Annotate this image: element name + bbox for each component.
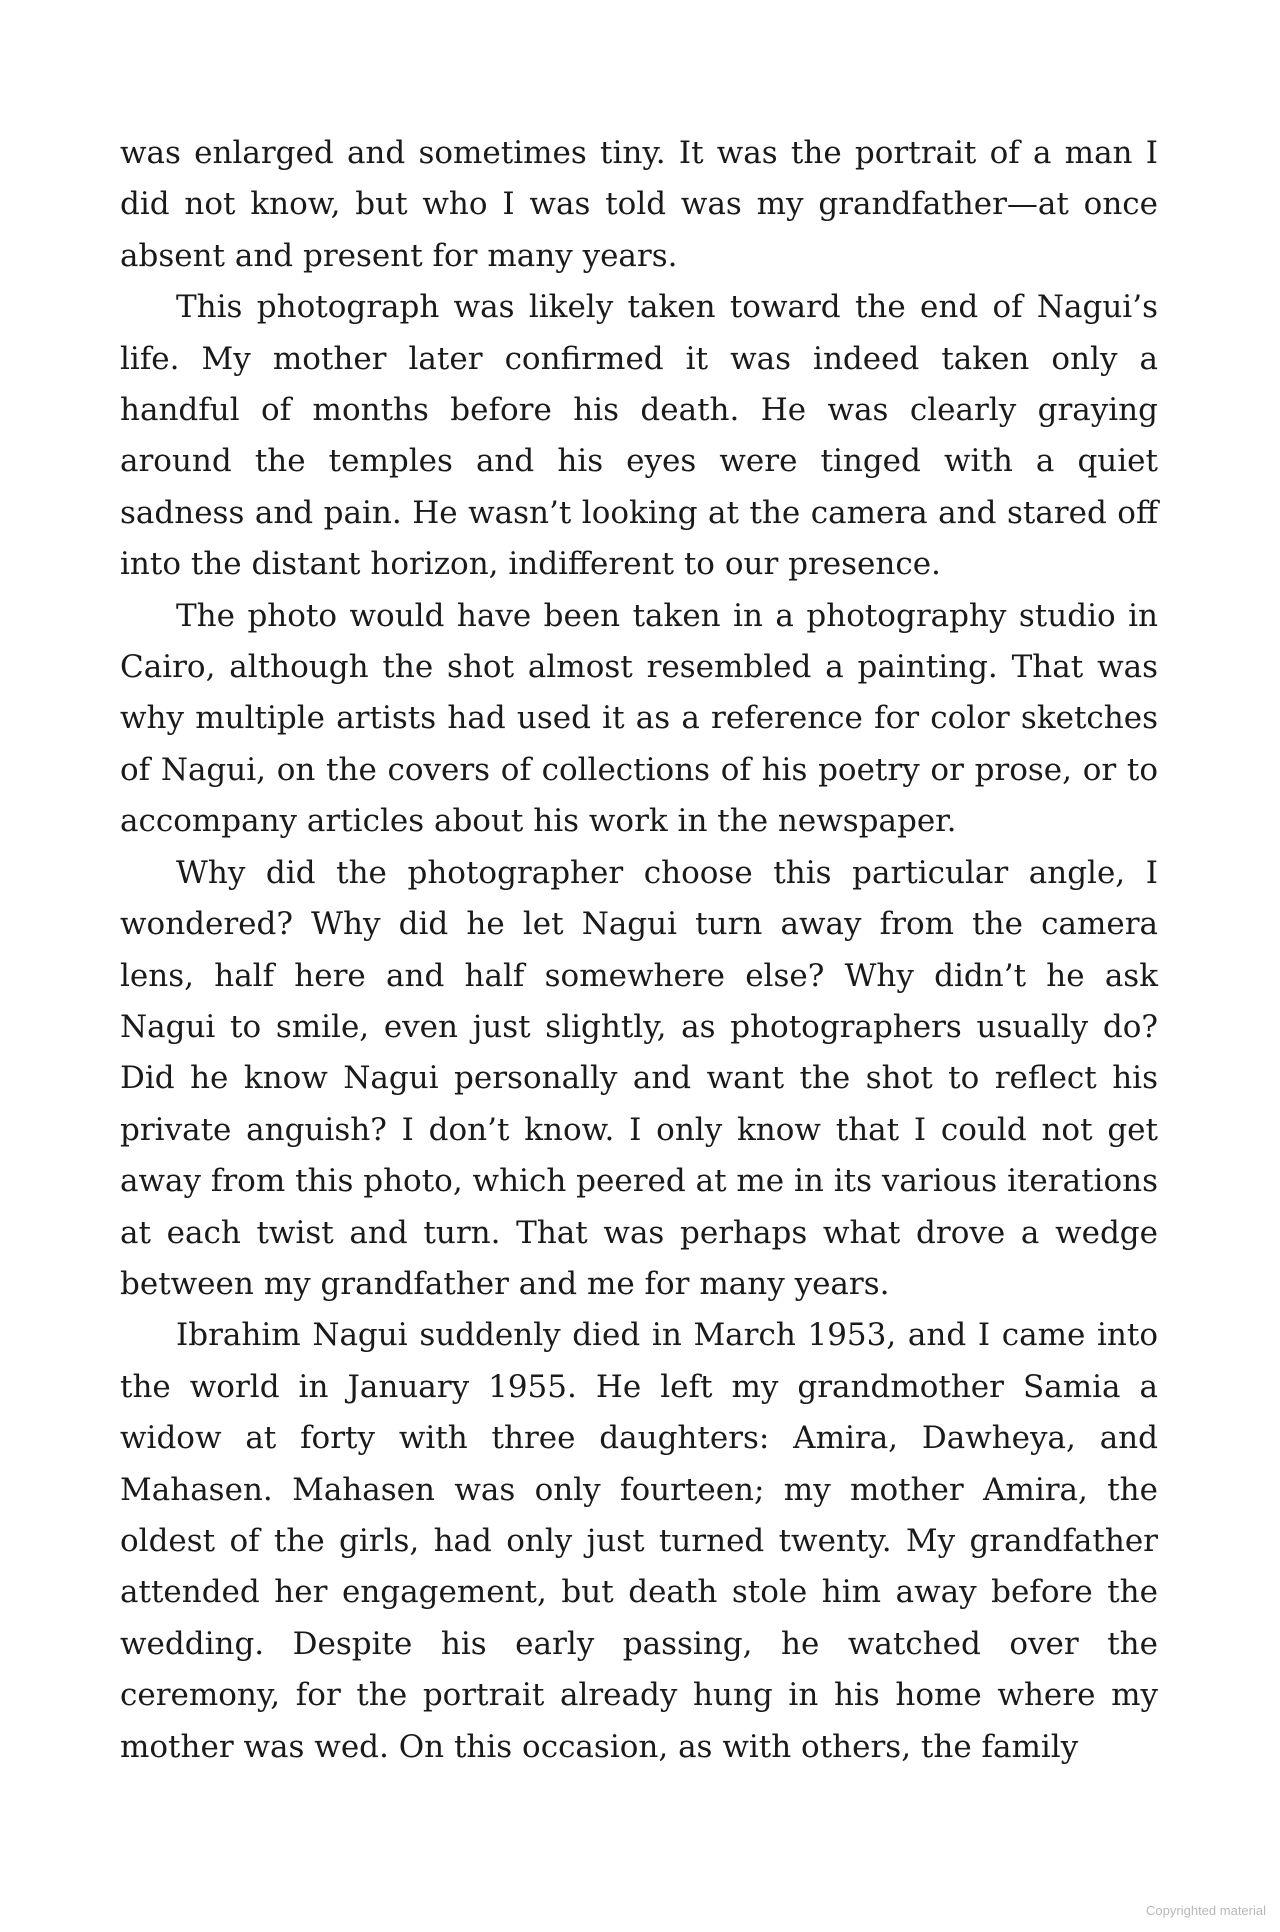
paragraph-3: The photo would have been taken in a photography studio in Cairo, although the shot almost resembled a painting. That was why multiple artists had used it as a reference for color sketches of Nagui, on the covers of collections of his poetry or prose, or to accompany articles about his work in the newspaper. — [120, 597, 1158, 840]
page-body-text — [120, 128, 1158, 1773]
paragraph-4: Why did the photographer choose this particular angle, I wondered? Why did he let Nagui turn away from the camera lens, half here and half somewhere else? Why didn’t he ask Nagui to smile, even just slightly, as photographers usually do? Did he know Nagui personally and want the shot to reflect his private anguish? I don’t know. I only know that I could not get away from this photo, which peered at me in its various iterations at each twist and turn. That was perhaps what drove a wedge between my grandfather and me for many years. — [120, 854, 1158, 1302]
paragraph-1: was enlarged and sometimes tiny. It was the portrait of a man I did not know, but who I was told was my grandfather—at once absent and present for many years. — [120, 135, 1158, 274]
paragraph-2: This photograph was likely taken toward the end of Nagui’s life. My mother later confirmed it was indeed taken only a handful of months before his death. He was clearly graying around the temples and his eyes were tinged with a quiet sadness and pain. He wasn’t looking at the camera and stared off into the distant horizon, indifferent to our presence. — [120, 289, 1158, 583]
copyright-watermark: Copyrighted material — [1146, 1903, 1266, 1918]
paragraph-5: Ibrahim Nagui suddenly died in March 1953, and I came into the world in January 1955. He left my grandmother Samia a widow at forty with three daughters: Amira, Dawheya, and Mahasen. Mahasen was only fourteen; my mother Amira, the oldest of the girls, had only just turned twenty. My grandfather attended her engagement, but death stole him away before the wedding. Despite his early passing, he watched over the ceremony, for the portrait already hung in his home where my mother was wed. On this occasion, as with others, the family — [120, 1317, 1158, 1765]
